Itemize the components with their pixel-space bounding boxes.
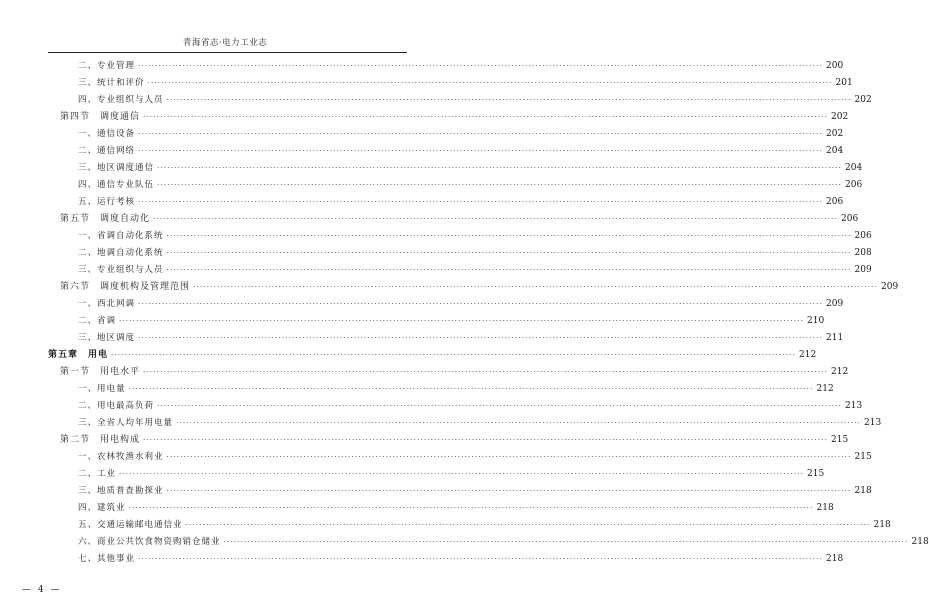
dot-leader: ········································································································································································································: [185, 521, 871, 529]
toc-entry-page: 202: [831, 112, 849, 122]
toc-entry: [60, 364, 849, 378]
dot-leader: ········································································································································································································: [119, 470, 805, 478]
toc-entry-page: 208: [854, 248, 872, 258]
toc-entry-page: 211: [826, 333, 844, 343]
dot-leader: ········································································································································································································: [143, 436, 829, 444]
toc-entry-page: 201: [835, 78, 853, 88]
toc-entry-title: 第六节 调度机构及管理范围: [60, 282, 191, 292]
toc-entry-page: 212: [799, 350, 817, 360]
toc-entry-title: 五、交通运输邮电通信业: [78, 520, 183, 530]
toc-entry-title: 一、用电量: [78, 384, 126, 394]
dot-leader: ········································································································································································································: [138, 334, 824, 342]
toc-entry: [78, 466, 825, 480]
toc-entry: [78, 313, 825, 327]
toc-entry-title: 三、地区调度: [78, 333, 136, 343]
toc-entry-page: 209: [826, 299, 844, 309]
toc-entry: [78, 551, 844, 565]
toc-entry: [60, 279, 899, 293]
toc-entry: [78, 330, 844, 344]
toc-entry-title: 第五章 用电: [48, 350, 109, 360]
toc-entry-page: 204: [845, 163, 863, 173]
dot-leader: ········································································································································································································: [111, 351, 797, 359]
dot-leader: ········································································································································································································: [157, 181, 843, 189]
toc-entry: [78, 483, 872, 497]
running-header: 青海省志·电力工业志: [182, 38, 268, 48]
toc-entry-title: 二、地调自动化系统: [78, 248, 164, 258]
toc-entry-page: 213: [845, 401, 863, 411]
toc-entry-title: 二、用电最高负荷: [78, 401, 155, 411]
dot-leader: ········································································································································································································: [138, 555, 824, 563]
dot-leader: ········································································································································································································: [147, 79, 833, 87]
dot-leader: ········································································································································································································: [143, 113, 829, 121]
toc-entry-title: 三、统计和评价: [78, 78, 145, 88]
toc-entry-page: 212: [816, 384, 834, 394]
dot-leader: ········································································································································································································: [138, 130, 824, 138]
toc-entry-title: 六、商业公共饮食物资购销仓储业: [78, 537, 221, 547]
toc-entry: [78, 398, 863, 412]
toc-entry-title: 一、农林牧渔水利业: [78, 452, 164, 462]
toc-entry-title: 三、专业组织与人员: [78, 265, 164, 275]
toc-entry: [78, 228, 872, 242]
toc-entry-page: 200: [826, 61, 844, 71]
toc-entry: [78, 194, 844, 208]
dot-leader: ········································································································································································································: [128, 385, 814, 393]
toc-entry-title: 三、地质普查勘探业: [78, 486, 164, 496]
toc-entry-title: 一、通信设备: [78, 129, 136, 139]
toc-entry-title: 七、其他事业: [78, 554, 136, 564]
toc-entry-page: 218: [854, 486, 872, 496]
toc-entry: [78, 245, 872, 259]
toc-entry: [48, 347, 817, 361]
toc-entry-page: 218: [873, 520, 891, 530]
dot-leader: ········································································································································································································: [166, 453, 852, 461]
toc-entry: [78, 500, 834, 514]
dot-leader: ········································································································································································································: [119, 317, 805, 325]
toc-entry-page: 202: [826, 129, 844, 139]
page-number: — 4 —: [22, 585, 62, 595]
toc-entry: [78, 177, 863, 191]
toc-entry-page: 209: [881, 282, 899, 292]
header-rule: [48, 52, 407, 53]
toc-entry-title: 四、建筑业: [78, 503, 126, 513]
toc-entry: [78, 126, 844, 140]
toc-entry-title: 二、通信网络: [78, 146, 136, 156]
toc-entry-page: 215: [854, 452, 872, 462]
toc-entry: [78, 92, 872, 106]
dot-leader: ········································································································································································································: [223, 538, 909, 546]
toc-entry-page: 206: [841, 214, 859, 224]
dot-leader: ········································································································································································································: [166, 266, 852, 274]
dot-leader: ········································································································································································································: [138, 300, 824, 308]
dot-leader: ········································································································································································································: [138, 62, 824, 70]
toc-entry-title: 一、西北网调: [78, 299, 136, 309]
toc-entry-title: 三、全省人均年用电量: [78, 418, 174, 428]
toc-entry: [78, 381, 834, 395]
toc-entry-title: 二、工业: [78, 469, 117, 479]
toc-entry: [60, 432, 849, 446]
toc-entry-title: 二、专业管理: [78, 61, 136, 71]
toc-entry-page: 209: [854, 265, 872, 275]
toc-entry-page: 215: [831, 435, 849, 445]
dot-leader: ········································································································································································································: [176, 419, 862, 427]
toc-entry: [78, 449, 872, 463]
toc-entry: [78, 75, 853, 89]
dot-leader: ········································································································································································································: [193, 283, 879, 291]
dot-leader: ········································································································································································································: [157, 402, 843, 410]
toc-entry-title: 四、通信专业队伍: [78, 180, 155, 190]
dot-leader: ········································································································································································································: [143, 368, 829, 376]
toc-entry-page: 218: [816, 503, 834, 513]
toc-entry: [78, 143, 844, 157]
dot-leader: ········································································································································································································: [157, 164, 843, 172]
toc-entry: [78, 58, 844, 72]
toc-entry-title: 第二节 用电构成: [60, 435, 141, 445]
toc-entry-title: 第一节 用电水平: [60, 367, 141, 377]
toc-entry: [78, 534, 929, 548]
toc-entry-page: 202: [854, 95, 872, 105]
toc-entry-title: 一、省调自动化系统: [78, 231, 164, 241]
dot-leader: ········································································································································································································: [138, 147, 824, 155]
toc-entry-page: 212: [831, 367, 849, 377]
toc-entry-title: 第五节 调度自动化: [60, 214, 151, 224]
toc-entry-page: 206: [854, 231, 872, 241]
toc-entry: [78, 262, 872, 276]
toc-entry-title: 四、专业组织与人员: [78, 95, 164, 105]
dot-leader: ········································································································································································································: [166, 232, 852, 240]
toc-entry: [78, 296, 844, 310]
toc-entry-page: 218: [826, 554, 844, 564]
toc-entry-page: 204: [826, 146, 844, 156]
dot-leader: ········································································································································································································: [153, 215, 839, 223]
toc-entry-page: 206: [845, 180, 863, 190]
dot-leader: ········································································································································································································: [166, 249, 852, 257]
toc-entry-page: 213: [864, 418, 882, 428]
toc-entry: [60, 211, 859, 225]
toc-entry-title: 五、运行考核: [78, 197, 136, 207]
dot-leader: ········································································································································································································: [166, 487, 852, 495]
toc-entry: [78, 160, 863, 174]
toc-entry-page: 218: [911, 537, 929, 547]
toc-entry-title: 第四节 调度通信: [60, 112, 141, 122]
dot-leader: ········································································································································································································: [128, 504, 814, 512]
toc-entry: [78, 415, 882, 429]
dot-leader: ········································································································································································································: [138, 198, 824, 206]
toc-entry-page: 215: [807, 469, 825, 479]
toc-entry: [60, 109, 849, 123]
toc-entry-title: 二、省调: [78, 316, 117, 326]
toc-entry: [78, 517, 891, 531]
toc-entry-page: 206: [826, 197, 844, 207]
toc-entry-page: 210: [807, 316, 825, 326]
toc-entry-title: 三、地区调度通信: [78, 163, 155, 173]
dot-leader: ········································································································································································································: [166, 96, 852, 104]
